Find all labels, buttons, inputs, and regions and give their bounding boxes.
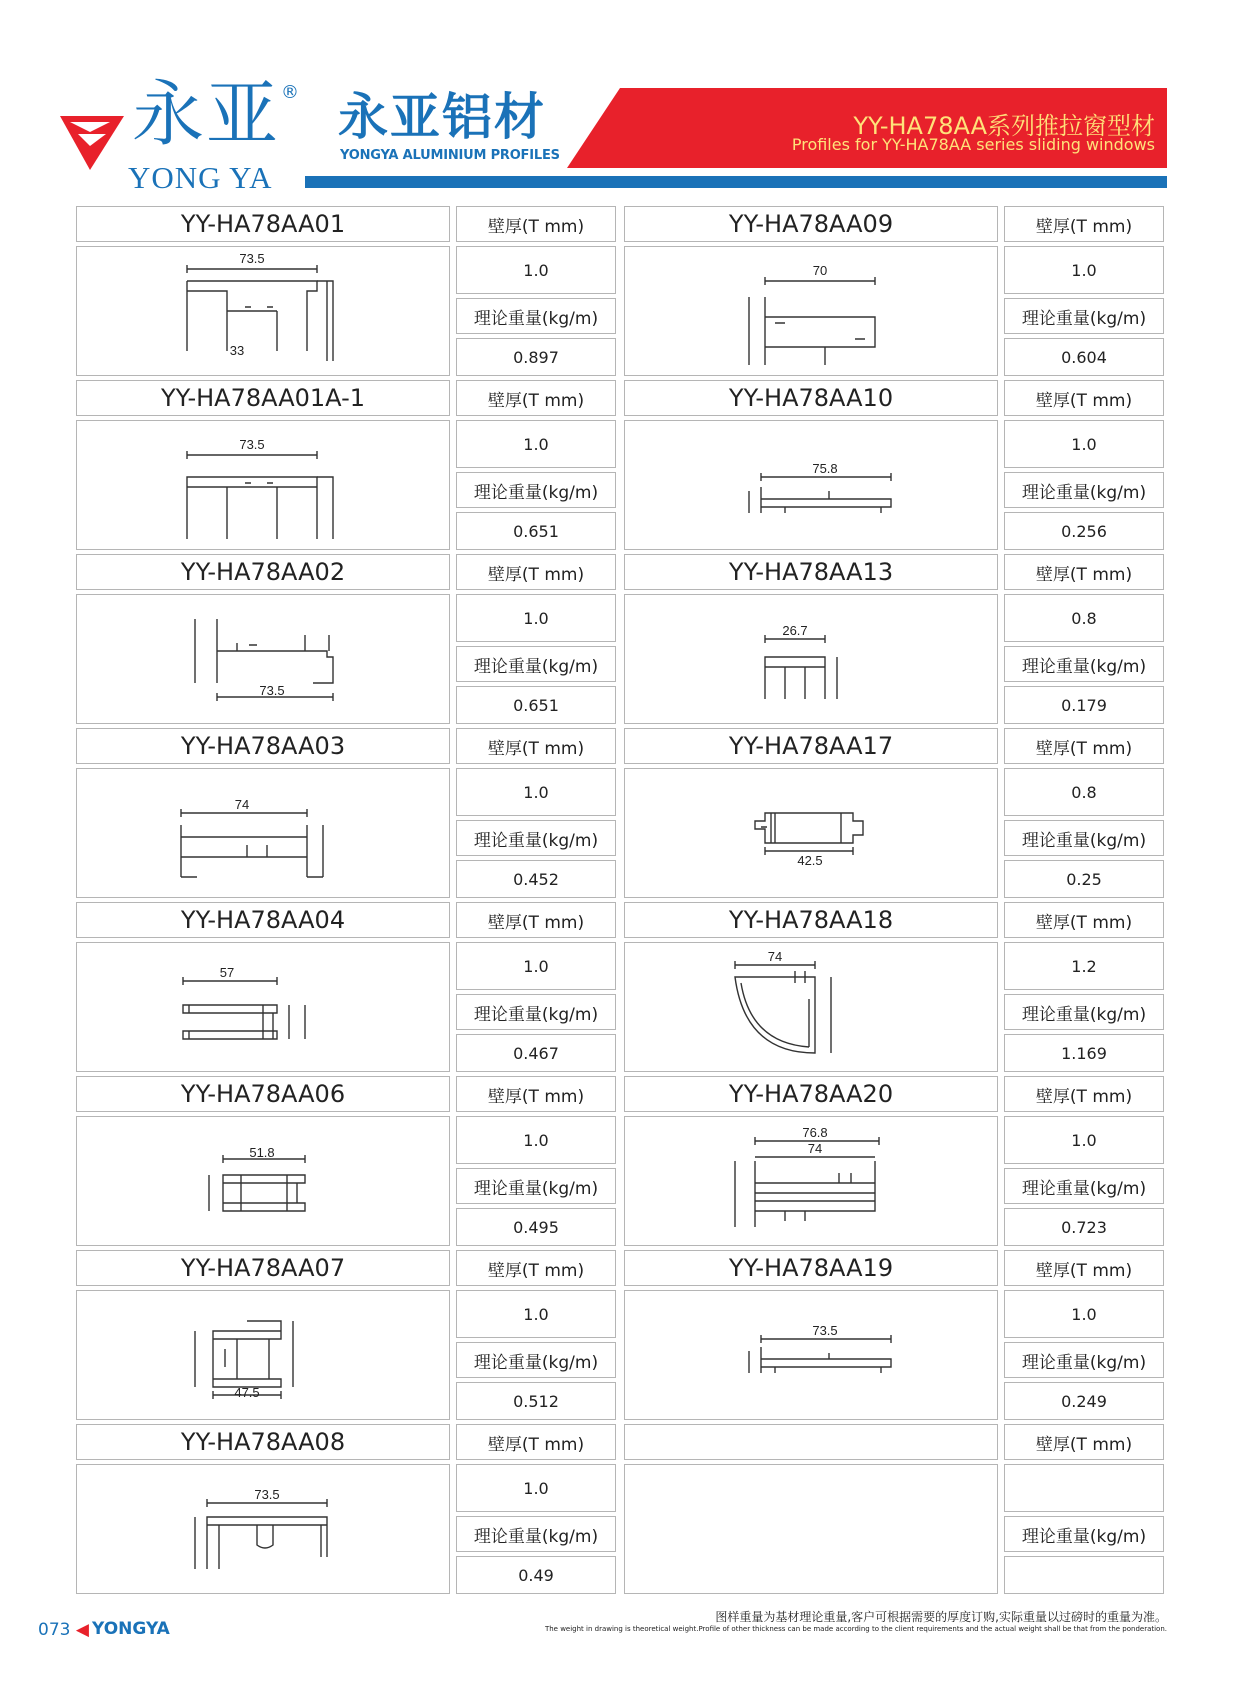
weight-label-cell [456,820,616,856]
profile-cross-section-icon [625,769,997,897]
weight-value-cell [456,512,616,550]
weight-label-cell [456,1516,616,1552]
profile-section-drawing [624,1116,998,1246]
thickness-label: 壁厚(T mm) [1035,1086,1133,1107]
thickness-label-cell [456,1250,616,1286]
thickness-label-cell [1004,206,1164,242]
profile-cross-section-icon [77,1117,449,1245]
dimension-label: 73.5 [259,683,285,698]
weight-label: 理论重量(kg/m) [473,1004,599,1025]
company-chinese-name: 永亚铝材 [338,88,546,146]
thickness-label-cell [456,902,616,938]
weight-label: 理论重量(kg/m) [473,656,599,677]
thickness-label: 壁厚(T mm) [487,564,585,585]
dimension-label: 73.5 [239,437,265,452]
dimension-label: 42.5 [797,853,823,868]
weight-label: 理论重量(kg/m) [473,1352,599,1373]
page-number: 073 ◀ [38,1620,89,1640]
thickness-label-cell [456,1076,616,1112]
weight-label-cell [456,298,616,334]
dimension-label: 47.5 [234,1385,260,1400]
profile-section-drawing [76,246,450,376]
thickness-value: 1.2 [1071,956,1097,976]
profile-section-drawing [76,1116,450,1246]
profile-model-name: YY-HA78AA04 [180,906,346,934]
profile-model-name: YY-HA78AA09 [728,210,894,238]
weight-label-cell [456,994,616,1030]
thickness-value-cell [1004,942,1164,990]
weight-value-cell [456,686,616,724]
thickness-value-cell [456,1116,616,1164]
thickness-value: 1.0 [1071,1304,1097,1324]
thickness-value: 1.0 [1071,434,1097,454]
thickness-value: 0.8 [1071,782,1097,802]
thickness-label-cell [1004,554,1164,590]
thickness-label-cell [1004,728,1164,764]
thickness-label: 壁厚(T mm) [1035,912,1133,933]
dimension-label: 74 [807,1141,823,1156]
thickness-value: 1.0 [523,1130,549,1150]
thickness-label-cell [456,728,616,764]
thickness-label: 壁厚(T mm) [1035,738,1133,759]
profile-model-cell [624,902,998,938]
thickness-label-cell [1004,1250,1164,1286]
profile-section-drawing [624,246,998,376]
profile-section-drawing [624,1290,998,1420]
thickness-value: 1.0 [1071,260,1097,280]
profile-section-drawing [76,594,450,724]
thickness-label: 壁厚(T mm) [487,1086,585,1107]
profile-model-name: YY-HA78AA13 [728,558,894,586]
footer-note-chinese: 图样重量为基材理论重量,客户可根据需要的厚度订购,实际重量以过磅时的重量为准。 [715,1610,1167,1624]
thickness-label: 壁厚(T mm) [487,390,585,411]
profile-model-name: YY-HA78AA18 [728,906,894,934]
weight-label: 理论重量(kg/m) [473,482,599,503]
weight-value: 0.723 [1061,1217,1107,1237]
weight-value-cell [1004,1208,1164,1246]
profile-model-cell [76,728,450,764]
weight-label: 理论重量(kg/m) [1021,1178,1147,1199]
thickness-label: 壁厚(T mm) [487,216,585,237]
thickness-label: 壁厚(T mm) [487,1434,585,1455]
weight-label: 理论重量(kg/m) [1021,656,1147,677]
weight-label-cell [1004,1342,1164,1378]
weight-value: 0.495 [513,1217,559,1237]
dimension-label: 75.8 [812,461,838,476]
profile-model-cell [624,554,998,590]
thickness-value-cell [1004,594,1164,642]
weight-label: 理论重量(kg/m) [473,1526,599,1547]
thickness-value: 1.0 [523,1304,549,1324]
weight-value: 0.604 [1061,347,1107,367]
thickness-value: 1.0 [523,782,549,802]
profile-model-name: YY-HA78AA08 [180,1428,346,1456]
thickness-value-cell [1004,1116,1164,1164]
profile-cross-section-icon [625,595,997,723]
profile-model-cell [624,1250,998,1286]
thickness-value-cell [1004,1464,1164,1512]
profile-model-name: YY-HA78AA20 [728,1080,894,1108]
weight-value-cell [1004,338,1164,376]
weight-label-cell [1004,1516,1164,1552]
dimension-label: 70 [812,263,828,278]
profile-section-drawing [76,1290,450,1420]
weight-label: 理论重量(kg/m) [1021,1352,1147,1373]
thickness-label-cell [1004,1076,1164,1112]
profile-model-name: YY-HA78AA19 [728,1254,894,1282]
thickness-value: 1.0 [523,1478,549,1498]
company-english-name: YONGYA ALUMINIUM PROFILES [340,148,560,163]
weight-label-cell [1004,472,1164,508]
thickness-label-cell [1004,1424,1164,1460]
thickness-label: 壁厚(T mm) [1035,564,1133,585]
thickness-value-cell [456,1464,616,1512]
profile-section-drawing [624,768,998,898]
profile-model-name: YY-HA78AA10 [728,384,894,412]
dimension-label: 74 [234,797,250,812]
thickness-value-cell [456,246,616,294]
profile-model-name: YY-HA78AA06 [180,1080,346,1108]
thickness-label-cell [456,206,616,242]
weight-value-cell [456,338,616,376]
thickness-label-cell [456,380,616,416]
dimension-label: 26.7 [782,623,808,638]
weight-label-cell [1004,298,1164,334]
profile-model-cell [76,206,450,242]
weight-value: 0.179 [1061,695,1107,715]
footer-note-english: The weight in drawing is theoretical weight.Profile of other thickness can be made according to the client requirements and the actual weight shall be that from the ponderation. [544,1625,1167,1633]
profile-model-cell [624,728,998,764]
thickness-value: 0.8 [1071,608,1097,628]
profile-model-cell [624,1076,998,1112]
thickness-label: 壁厚(T mm) [1035,216,1133,237]
profile-model-name: YY-HA78AA03 [180,732,346,760]
profile-section-drawing [624,594,998,724]
thickness-label: 壁厚(T mm) [1035,1260,1133,1281]
thickness-label: 壁厚(T mm) [487,912,585,933]
weight-value-cell [1004,686,1164,724]
profile-cross-section-icon [77,943,449,1071]
series-title-english: Profiles for YY-HA78AA series sliding windows [791,135,1155,154]
thickness-label: 壁厚(T mm) [1035,390,1133,411]
profile-section-drawing [624,420,998,550]
weight-label-cell [456,1168,616,1204]
weight-label: 理论重量(kg/m) [1021,1526,1147,1547]
series-title-chinese: YY-HA78AA系列推拉窗型材 [853,112,1155,140]
thickness-value-cell [1004,768,1164,816]
thickness-value-cell [1004,246,1164,294]
weight-label: 理论重量(kg/m) [1021,308,1147,329]
profile-model-name: YY-HA78AA02 [180,558,346,586]
weight-value-cell [456,1556,616,1594]
profile-model-cell [76,902,450,938]
profile-section-drawing [76,1464,450,1594]
dimension-label: 73.5 [239,251,265,266]
profile-model-cell [76,1424,450,1460]
footer-brand: YONGYA [92,1619,170,1639]
dimension-label: 74 [767,949,783,964]
profile-cross-section-icon [77,769,449,897]
weight-value: 1.169 [1061,1043,1107,1063]
weight-label-cell [1004,994,1164,1030]
weight-value: 0.256 [1061,521,1107,541]
weight-value: 0.651 [513,521,559,541]
weight-label: 理论重量(kg/m) [473,308,599,329]
profile-model-cell [624,380,998,416]
thickness-label-cell [456,1424,616,1460]
profile-model-cell [76,1250,450,1286]
weight-value-cell [456,1034,616,1072]
dimension-label: 57 [219,965,235,980]
profile-cross-section-icon [625,1291,997,1419]
profile-cross-section-icon [77,1291,449,1419]
weight-label: 理论重量(kg/m) [1021,1004,1147,1025]
weight-value-cell [1004,1034,1164,1072]
thickness-value: 1.0 [1071,1130,1097,1150]
thickness-value: 1.0 [523,956,549,976]
weight-value-cell [1004,1556,1164,1594]
profile-model-cell [76,1076,450,1112]
profile-model-cell [624,206,998,242]
profile-section-drawing [76,768,450,898]
weight-value: 0.512 [513,1391,559,1411]
thickness-label-cell [1004,380,1164,416]
profile-cross-section-icon [77,1465,449,1593]
weight-value-cell [1004,512,1164,550]
profile-cross-section-icon [625,1117,997,1245]
thickness-value-cell [1004,1290,1164,1338]
thickness-value: 1.0 [523,260,549,280]
thickness-value: 1.0 [523,608,549,628]
dimension-label: 73.5 [254,1487,280,1502]
weight-value: 0.897 [513,347,559,367]
profile-model-name: YY-HA78AA01 [180,210,346,238]
weight-label: 理论重量(kg/m) [1021,482,1147,503]
profile-section-drawing [76,420,450,550]
thickness-value-cell [456,594,616,642]
weight-value: 0.651 [513,695,559,715]
weight-value: 0.452 [513,869,559,889]
dimension-label: 73.5 [812,1323,838,1338]
profile-cross-section-icon [625,943,997,1071]
profile-section-drawing [624,1464,998,1594]
thickness-label: 壁厚(T mm) [487,1260,585,1281]
thickness-label-cell [1004,902,1164,938]
thickness-value-cell [456,942,616,990]
weight-value: 0.25 [1066,869,1102,889]
weight-value-cell [456,860,616,898]
weight-value-cell [1004,860,1164,898]
weight-label-cell [456,1342,616,1378]
weight-label-cell [456,472,616,508]
weight-value-cell [456,1382,616,1420]
profile-cross-section-icon [77,247,449,375]
dimension-label: 51.8 [249,1145,275,1160]
thickness-value-cell [1004,420,1164,468]
weight-label: 理论重量(kg/m) [1021,830,1147,851]
weight-label-cell [1004,1168,1164,1204]
profile-cross-section-icon [625,247,997,375]
brand-english-name: YONG YA [128,160,273,195]
thickness-value-cell [456,1290,616,1338]
weight-value: 0.249 [1061,1391,1107,1411]
profile-cross-section-icon [77,421,449,549]
weight-label-cell [1004,646,1164,682]
weight-value: 0.49 [518,1565,554,1585]
weight-label: 理论重量(kg/m) [473,1178,599,1199]
weight-label-cell [1004,820,1164,856]
dimension-label: 76.8 [802,1125,828,1140]
thickness-value: 1.0 [523,434,549,454]
thickness-label-cell [456,554,616,590]
profile-section-drawing [624,942,998,1072]
weight-value-cell [1004,1382,1164,1420]
profile-model-name: YY-HA78AA07 [180,1254,346,1282]
weight-label-cell [456,646,616,682]
profile-cross-section-icon [77,595,449,723]
weight-label: 理论重量(kg/m) [473,830,599,851]
profile-model-name: YY-HA78AA01A-1 [161,384,365,412]
profile-cross-section-icon [625,1465,997,1593]
profile-model-name: YY-HA78AA17 [728,732,894,760]
profile-cross-section-icon [625,421,997,549]
weight-value-cell [456,1208,616,1246]
thickness-label: 壁厚(T mm) [1035,1434,1133,1455]
thickness-value-cell [456,420,616,468]
profile-model-cell [76,380,450,416]
back-arrow-icon: ◀ [75,1620,89,1640]
registered-mark: ® [281,82,299,103]
thickness-value-cell [456,768,616,816]
weight-value: 0.467 [513,1043,559,1063]
thickness-label: 壁厚(T mm) [487,738,585,759]
brand-chinese-name: 永亚 [132,72,281,156]
dimension-label: 33 [229,343,245,358]
profile-model-cell [76,554,450,590]
header-blue-bar [305,176,1167,188]
profile-section-drawing [76,942,450,1072]
profile-model-cell [624,1424,998,1460]
yongya-logo-icon [60,112,124,170]
